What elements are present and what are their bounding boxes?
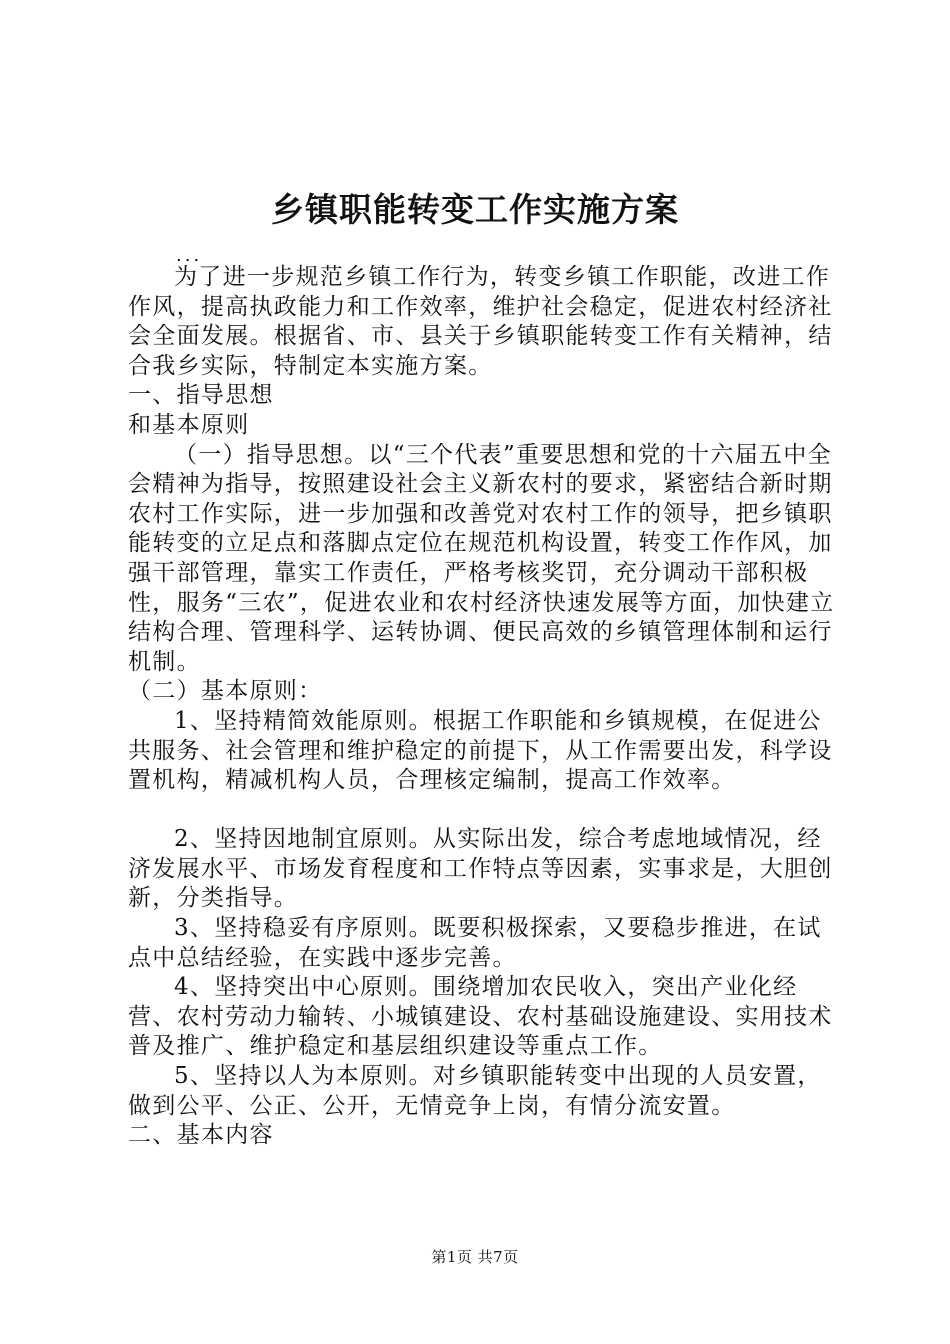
principle-1-paragraph: 1、坚持精简效能原则。根据工作职能和乡镇规模，在促进公共服务、社会管理和维护稳定的前提下，从工作需要出发，科学设置机构，精减机构人员，合理核定编制，提高工作效率。 xyxy=(128,707,833,794)
principle-2-paragraph: 2、坚持因地制宜原则。从实际出发，综合考虑地域情况，经济发展水平、市场发育程度和工作特点等因素，实事求是，大胆创新，分类指导。 xyxy=(128,826,833,912)
ellipsis-mark: ... xyxy=(176,245,203,266)
principle-5-paragraph: 5、坚持以人为本原则。对乡镇职能转变中出现的人员安置，做到公平、公正、公开，无情竞争上岗，有情分流安置。 xyxy=(128,1063,822,1119)
principle-3-paragraph: 3、坚持稳妥有序原则。既要积极探索，又要稳步推进，在试点中总结经验，在实践中逐步完善。 xyxy=(128,915,822,971)
section-heading-basic-principles: 和基本原则 xyxy=(128,411,250,438)
section-heading-basic-content: 二、基本内容 xyxy=(128,1122,274,1149)
intro-paragraph: 为了进一步规范乡镇工作行为，转变乡镇工作职能，改进工作作风，提高执政能力和工作效率，维护社会稳定，促进农村经济社会全面发展。根据省、市、县关于乡镇职能转变工作有关精神，结合我乡实际，特制定本实施方案。 xyxy=(128,264,833,379)
document-body xyxy=(128,263,842,1151)
document-title: 乡镇职能转变工作实施方案 xyxy=(271,190,679,229)
paragraph-gap xyxy=(128,796,842,826)
principle-4-paragraph: 4、坚持突出中心原则。围绕增加农民收入，突出产业化经营、农村劳动力输转、小城镇建设、农村基础设施建设、实用技术普及推广、维护稳定和基层组织建设等重点工作。 xyxy=(128,974,833,1060)
basic-principles-heading: （二）基本原则： xyxy=(128,678,323,705)
page-number-footer: 第1页 共7页 xyxy=(431,1248,519,1266)
section-heading-guiding-thought: 一、指导思想 xyxy=(128,382,274,409)
guiding-thought-paragraph: （一）指导思想。以“三个代表”重要思想和党的十六届五中全会精神为指导，按照建设社会主义新农村的要求，紧密结合新时期农村工作实际，进一步加强和改善党对农村工作的领导，把乡镇职能转变的立足点和落脚点定位在规范机构设置，转变工作作风，加强干部管理，靠实工作责任，严格考核奖罚，充分调动干部积极性，服务“三农”，促进农业和农村经济快速发展等方面，加快建立结构合理、管理科学、运转协调、便民高效的乡镇管理体制和运行机制。 xyxy=(128,441,835,675)
